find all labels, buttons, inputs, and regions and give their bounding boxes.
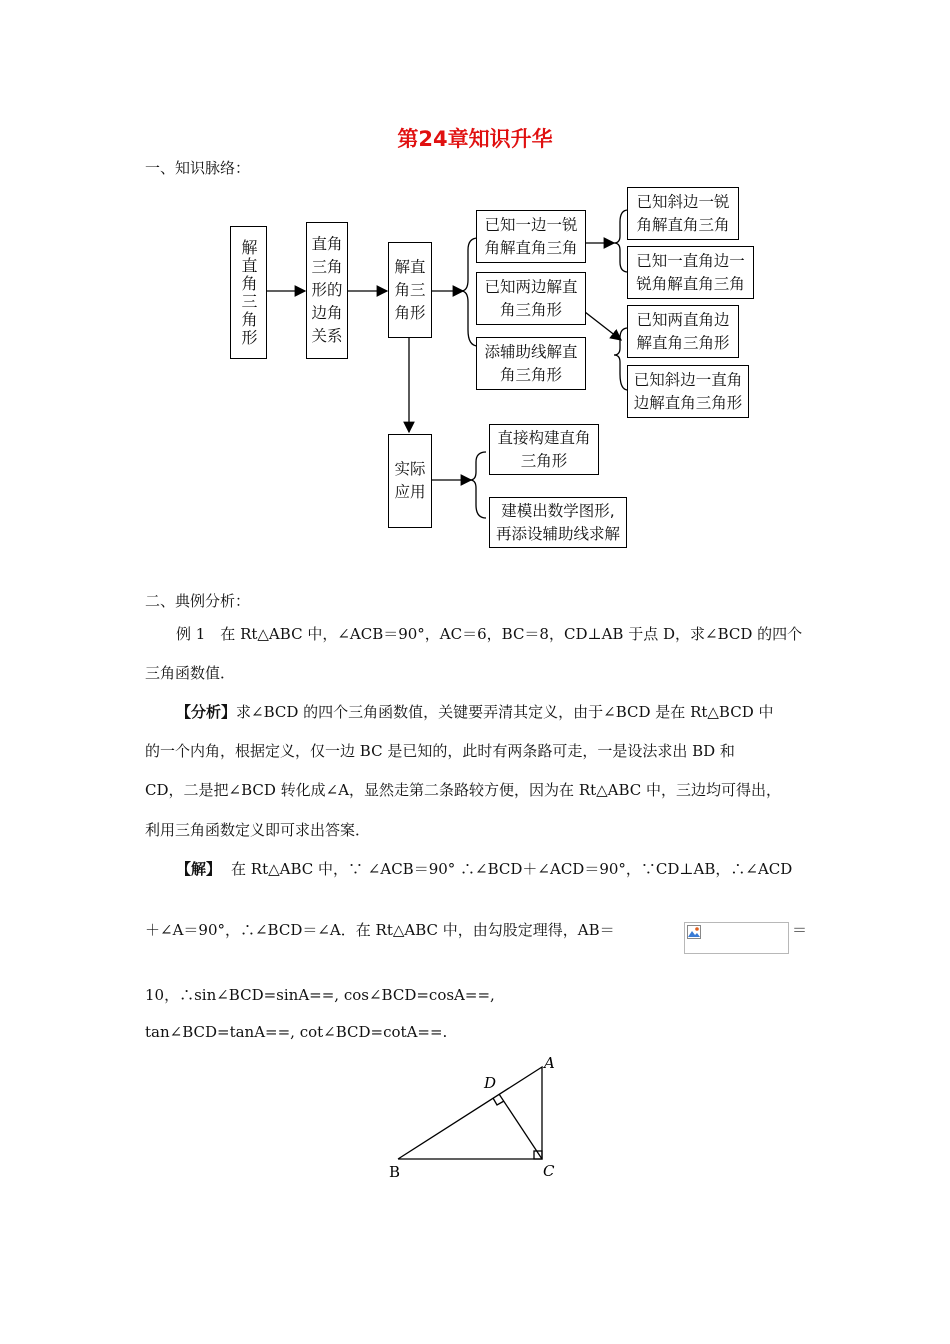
example-line-1: 例 1 在 Rt△ABC 中，∠ACB＝90°，AC＝6，BC＝8，CD⊥AB 于点 D，求∠BCD 的四个 — [176, 625, 803, 643]
box-practical-application: 实际 应用 — [388, 434, 432, 528]
brace-application — [470, 452, 486, 518]
formula-image-placeholder — [684, 922, 789, 954]
triangle-abc — [398, 1067, 542, 1159]
solution-text-1: 在 Rt△ABC 中，∵ ∠ACB＝90° ∴∠BCD＋∠ACD＝90°，∵CD⊥AB，∴∠ACD — [231, 860, 793, 878]
knowledge-diagram-connectors — [0, 0, 950, 580]
label-d: D — [484, 1074, 497, 1092]
analysis-line-2: 的一个内角，根据定义，仅一边 BC 是已知的，此时有两条路可走，一是设法求出 BD 和 — [145, 742, 735, 760]
box-solve-right-triangle: 解直角三角形 — [230, 226, 267, 359]
solution-line-4: tan∠BCD=tanA==, cot∠BCD=cotA==. — [145, 1023, 448, 1041]
example-line-2: 三角函数值． — [145, 664, 236, 682]
box-modeling-auxiliary: 建模出数学图形, 再添设辅助线求解 — [489, 497, 627, 548]
solution-line-3: 10，∴sin∠BCD=sinA==, cos∠BCD=cosA==, — [145, 986, 495, 1004]
solution-line-1 — [176, 859, 816, 879]
box-case-two-legs: 已知两直角边 解直角三角形 — [627, 305, 739, 358]
label-c: C — [543, 1162, 555, 1180]
triangle-figure — [380, 1050, 570, 1185]
altitude-cd — [499, 1094, 542, 1159]
box-side-angle-relation: 直角 三角 形的 边角 关系 — [306, 222, 348, 359]
brace-right-bottom — [614, 328, 628, 390]
section-heading-2: 二、典例分析： — [145, 592, 251, 610]
box-method-two-sides: 已知两边解直 角三角形 — [476, 272, 586, 325]
box-case-hypotenuse-angle: 已知斜边一锐 角解直角三角 — [627, 187, 739, 240]
box-direct-build-triangle: 直接构建直角 三角形 — [489, 424, 599, 475]
box-case-leg-angle: 已知一直角边一 锐角解直角三角 — [627, 246, 754, 299]
solution-line-2: ＋∠A＝90°，∴∠BCD＝∠A．在 Rt△ABC 中，由勾股定理得，AB＝ — [145, 921, 615, 939]
arrow-method-b — [585, 312, 621, 340]
label-b: B — [389, 1163, 401, 1181]
section-heading-1: 一、知识脉络： — [145, 159, 251, 177]
analysis-line-4: 利用三角函数定义即可求出答案． — [145, 821, 371, 839]
label-a: A — [544, 1054, 555, 1072]
solution-line-2-equals: ＝ — [792, 921, 808, 939]
box-method-auxiliary-line: 添辅助线解直 角三角形 — [476, 337, 586, 390]
analysis-line-1 — [176, 702, 816, 722]
solution-tag: 【解】 — [176, 860, 222, 878]
page-title: 第24章知识升华 — [397, 127, 553, 151]
analysis-tag: 【分析】 — [176, 703, 237, 721]
box-solve-triangle: 解直 角三 角形 — [388, 242, 432, 338]
broken-image-icon — [687, 925, 701, 939]
analysis-line-3: CD，二是把∠BCD 转化成∠A，显然走第二条路较方便，因为在 Rt△ABC 中，三边均可得出， — [145, 781, 782, 799]
brace-right-top — [614, 210, 628, 272]
box-case-hypotenuse-leg: 已知斜边一直角 边解直角三角形 — [627, 365, 749, 418]
box-method-side-angle: 已知一边一锐 角解直角三角 — [476, 210, 586, 263]
analysis-text-1: 求∠BCD 的四个三角函数值，关键要弄清其定义，由于∠BCD 是在 Rt△BCD 中 — [236, 703, 774, 721]
